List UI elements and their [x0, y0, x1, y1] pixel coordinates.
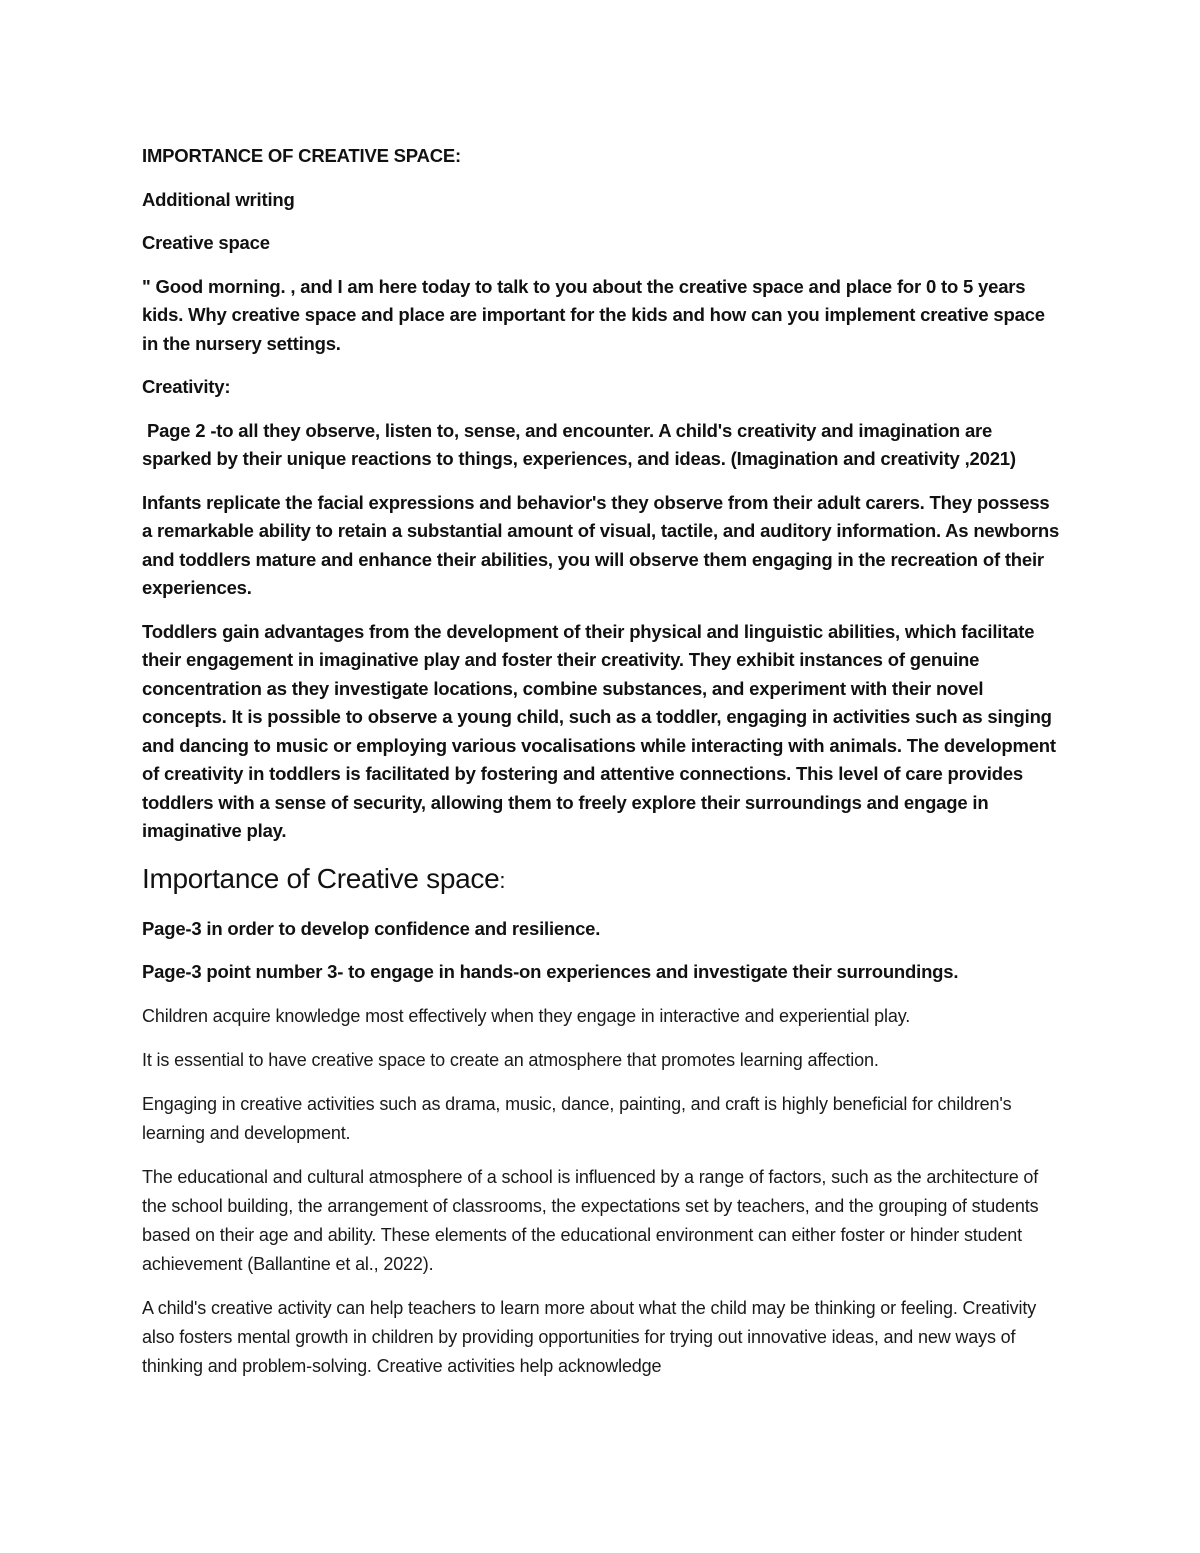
creativity-paragraph-1: Page 2 -to all they observe, listen to, sense, and encounter. A child's creativity and imagination are sparked by their unique reactions to things, experiences, and ideas. (Imagination and creativity ,2021)	[142, 419, 1016, 469]
creativity-paragraph-3: Toddlers gain advantages from the development of their physical and linguistic abilities, which facilitate their engagement in imaginative play and foster their creativity. They exhibit instances of genuine concentration as they investigate locations, combine substances, and experiment with their novel concepts. It is possible to observe a young child, such as a toddler, engaging in activities such as singing and dancing to music or employing various vocalisations while interacting with animals. The development of creativity in toddlers is facilitated by fostering and attentive connections. This level of care provides toddlers with a sense of security, allowing them to freely explore their surroundings and engage in imaginative play.	[142, 620, 1056, 841]
body-paragraph-2: It is essential to have creative space to create an atmosphere that promotes learning affection.	[142, 1049, 879, 1070]
section-heading-colon: :	[499, 867, 506, 893]
section-heading-text: Importance of Creative space	[142, 862, 500, 894]
page3-point-1: Page-3 in order to develop confidence and resilience.	[142, 917, 601, 939]
subtitle-creative-space: Creative space	[142, 232, 270, 253]
body-paragraph-5: A child's creative activity can help teachers to learn more about what the child may be thinking or feeling. Creativity also fosters mental growth in children by providing opportunities for trying out innovative ideas, and new ways of thinking and problem-solving. Creative activities help acknowledge	[142, 1297, 1037, 1376]
document-title: IMPORTANCE OF CREATIVE SPACE:	[142, 145, 461, 166]
page3-point-2: Page-3 point number 3- to engage in hands-on experiences and investigate their surroundings.	[142, 961, 959, 982]
subtitle-additional-writing: Additional writing	[142, 188, 295, 210]
body-paragraph-3: Engaging in creative activities such as drama, music, dance, painting, and craft is highly beneficial for children's learning and development.	[142, 1093, 1012, 1143]
section-heading	[142, 861, 1062, 899]
body-paragraph-4: The educational and cultural atmosphere of a school is influenced by a range of factors, such as the architecture of the school building, the arrangement of classrooms, the expectations set by teachers, and the grouping of students based on their age and ability. These elements of the educational environment can either foster or hinder student achievement (Ballantine et al., 2022).	[142, 1166, 1039, 1274]
document-body	[142, 142, 1062, 1396]
creativity-paragraph-2: Infants replicate the facial expressions and behavior's they observe from their adult carers. They possess a remarkable ability to retain a substantial amount of visual, tactile, and auditory information. As newborns and toddlers mature and enhance their abilities, you will observe them engaging in the recreation of their experiences.	[142, 491, 1060, 598]
creativity-heading: Creativity:	[142, 376, 231, 397]
intro-paragraph: " Good morning. , and I am here today to talk to you about the creative space and place for 0 to 5 years kids. Why creative space and place are important for the kids and how can you implement creative space in the nursery settings.	[142, 275, 1045, 354]
body-paragraph-1: Children acquire knowledge most effectively when they engage in interactive and experiential play.	[142, 1005, 911, 1026]
